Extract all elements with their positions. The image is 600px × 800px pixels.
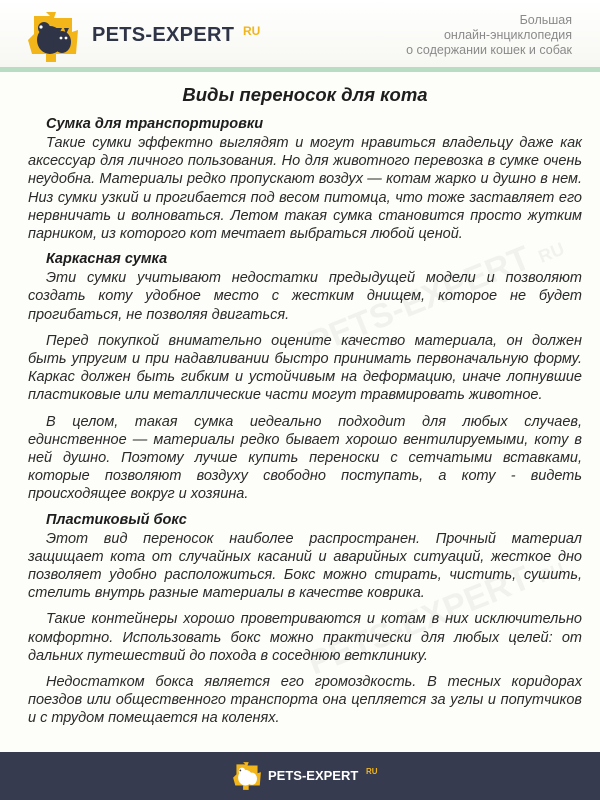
logo-text[interactable]: PETS-EXPERT [92,24,235,46]
paragraph: Этот вид переносок наиболее распространен. Прочный материал защищает кота от случайных касаний и аварийных ситуаций, жесткое дно позволяет удобно расположиться. Бокс можно стирать, чистить, сушить, стелить внутрь разные материалы в качестве коврика. [28,530,582,602]
paragraph: Такие контейнеры хорошо проветриваются и котам в них исключительно комфортно. Использовать бокс можно практически для любых целей: от дальних путешествий до похода в соседнюю ветклинику. [28,611,582,664]
site-header [0,0,600,72]
paragraph: Недостатком бокса является его громоздкость. В тесных коридорах поездов или общественного транспорта она цепляется за углы и попутчиков и с трудом помещается на коленях. [28,674,582,727]
tagline-line: онлайн-энциклопедия [443,28,572,42]
pets-logo-icon[interactable] [232,761,262,791]
footer-logo-text[interactable]: PETS-EXPERT [268,768,359,783]
article [28,84,582,736]
section-heading: Каркасная сумка [46,251,168,268]
section-heading: Пластиковый бокс [46,511,187,528]
paragraph: Такие сумки эффектно выглядят и могут нравиться владельцу даже как аксессуар для личного пользования. Но для животного перевозка в сумке очень неудобна. Материалы редко пропускают воздух — котам жарко и душно в нем. Низ сумки узкий и прогибается под весом питомца, что тоже заставляет его нервничать и волноваться. Летом такая сумка становится просто жутким парником, из которого кот мечтает выбраться любой ценой. [28,135,582,243]
site-footer [0,752,600,800]
tagline-line: Большая [519,13,572,27]
footer-logo-suffix[interactable]: RU [366,767,378,776]
paragraph: Эти сумки учитывают недостатки предыдущей модели и позволяют создать коту удобное место с жестким днищем, которое не будет прогибаться, не позволяя двигаться. [28,270,582,323]
section-heading: Сумка для транспортировки [46,116,264,132]
paragraph: В целом, такая сумка иедеально подходит для любых случаев, единственное — материалы редко бывает хорошо вентилируемыми, коту в ней душно. Поэтому лучше купить переноски с сетчатыми вставками, которые позволяют воздуху свободно поступать, а коту - видеть происходящее вокруг и хозяина. [28,413,582,503]
logo-suffix[interactable]: RU [243,24,261,38]
pets-logo-icon[interactable] [26,10,80,64]
article-title: Виды переносок для кота [182,84,428,105]
tagline-line: о содержании кошек и собак [406,43,572,57]
site-tagline [342,13,572,58]
paragraph: Перед покупкой внимательно оцените качество материала, он должен быть упругим и при надавливании быстро принимать первоначальную форму. Каркас должен быть гибким и устойчивым на деформацию, иначе лопнувшие пластиковые или металлические части могут травмировать животное. [28,332,582,404]
